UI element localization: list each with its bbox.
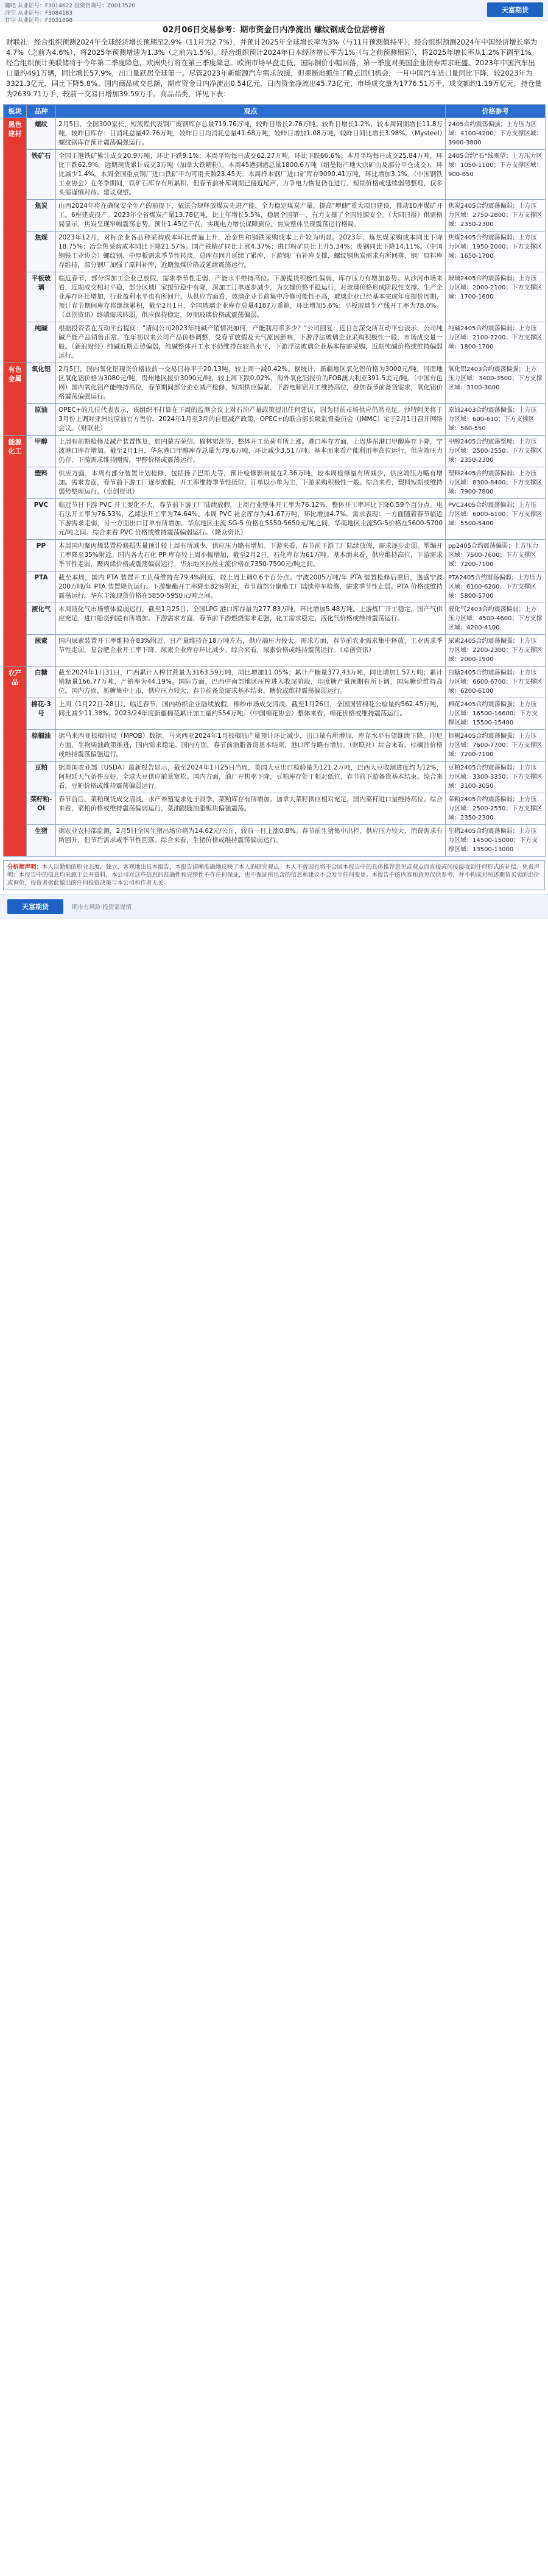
price-cell: PVC2405合约震荡偏弱；上方压力区域：6000-6100；下方支撑区域：5500-5400	[446, 499, 546, 540]
variety-cell: 焦炭	[27, 200, 56, 232]
analyst-line: 魔吧 从业证号：F3014622 投资咨询号：Z0013520	[5, 3, 136, 9]
price-cell: 豆粕2405合约震荡偏弱；上方压力区域：3300-3350；下方支撑区域：3100-3050	[446, 762, 546, 793]
variety-cell: PVC	[27, 499, 56, 540]
table-row	[4, 635, 546, 667]
price-cell: 菜粕2405合约震荡偏弱；上方压力区域：2500-2550；下方支撑区域：2350-2300	[446, 793, 546, 825]
table-row	[4, 762, 546, 793]
variety-cell: 铁矿石	[27, 150, 56, 200]
table-row	[4, 540, 546, 571]
table-row	[4, 467, 546, 499]
view-cell: 上周（1月22日-28日），临近春节，国内纺织企业陆续放假，棉纱市场成交清淡。截至1月26日，全国国营棉花公检量约562.45万吨，同比减少11.38%。2023/24年度新疆棉花累计加工量约554万吨。（中国棉花协会）整体来看，棉花价格或维持震荡运行。	[56, 698, 446, 730]
variety-cell: 纯碱	[27, 322, 56, 363]
table-row	[4, 571, 546, 603]
report-footer	[0, 894, 548, 919]
table-row	[4, 793, 546, 825]
summary-body: 财联社：经合组织预测2024年全球经济增长预期至2.9%（11月为2.7%），并预计2025年全球增长率为3%（与11月预测值持平）；经合组织预测2024年中国经济增长率为4.7%（之前为4.6%），将2025年预测增速为1.3%（之前为1.5%）。经合组织预计2024年日本经济增长率为1%（与之前预测相同），将2025年增长率从1.2%下调至1%。经合组织预计美联储将于今年第二季度降息，欧洲央行将在第三季度降息。欧洲市场早盘走低，国际铜价小幅回落，第一季度对美国企业债券需求旺盛。2023年中国汽车出口量约491万辆，同比增长57.9%，出口量跃居全球第一。尽管2023年新能源汽车需求放缓，但果断地抓住了晚点回归机会，一月中国汽车进口量同比下降，较2023年为3321.3亿元，同比下降5.8%。国内商品成交总额，期市资金日内净流出0.54亿元，日内资金净流出45.73亿元，市场成交量为1776.51万手，成交额约1.19万亿元，持仓量为2639.71万手，较前一交易日增加39.59万手。商品品类，详见下表：	[6, 38, 542, 98]
view-cell: 国内尿素装置开工率维持在83%附近，日产量维持在18万吨左右，供应端压力较大。需求方面，春节前农业需求集中释放，工业需求季节性走弱，复合肥企业开工率下降。尿素企业库存环比减少。综合来看，尿素价格或维持震荡运行。（卓创资讯）	[56, 635, 446, 667]
price-cell: pp2405合约震荡偏弱；上方压力区域：7500-7600；下方支撑区域：7200-7100	[446, 540, 546, 571]
page	[0, 0, 548, 919]
disclaimer-text: 本人以勤勉的职业态度，独立、客观地出具本报告，本报告清晰准确地反映了本人的研究观点。本人不曾因也将不会因本报告中的具体推荐意见或观点而直接或间接接收到任何形式的补偿。免责声明：本报告中的信息均来源于公开资料，本公司对这些信息的准确性和完整性不作任何保证，也不保证所包含的信息和建议不会发生任何变更。本报告中的内容和意见仅供参考，并不构成对所述期货买卖的出价或询价，投资者据此做出的任何投资决策与本公司和作者无关。	[7, 864, 540, 886]
view-cell: 截至本周，国内 PTA 装置开工负荷维持在79.4%附近，较上周上调0.6个百分点。宁波2005万吨/年 PTA 装置检修后重启，逸盛宁波200万吨/年 PTA 装置降负运行。下游聚酯开工率降至82%附近，春节前部分聚酯工厂陆续停车检修，需求季节性走弱。PTA 价格或维持震荡运行。华东主流现货价格在5850-5950元/吨之间。	[56, 571, 446, 603]
variety-cell: PTA	[27, 571, 56, 603]
price-cell: 液化气2403合约震荡偏弱；上方压力区域：4500-4600；下方支撑区域：4200-4100	[446, 603, 546, 635]
table-header-row	[4, 105, 546, 118]
footer-text: 期市有风险 投资需谨慎	[72, 904, 132, 911]
price-cell: 2405合约震荡偏强；上方压力区域：4100-4200；下方支撑区域：3900-3800	[446, 118, 546, 150]
price-cell: 尿素2405合约震荡偏强；上方压力区域：2200-2300；下方支撑区域：2000-1900	[446, 635, 546, 667]
table-row	[4, 499, 546, 540]
table-row	[4, 404, 546, 436]
header-sector: 板块	[4, 105, 27, 118]
sector-cell: 农产品	[4, 667, 27, 857]
variety-cell: 尿素	[27, 635, 56, 667]
view-cell: 临近节日下游 PVC 开工变化不大，春节前下游工厂陆续放假，上周行业整体开工率为76.12%，整体开工率环比下降0.59个百分点。电石法开工率为76.53%，乙烯法开工率为74.64%。本周 PVC 社会库存为41.67万吨，环比增加4.7%。需求表现：一方面随着春节临近下游需求走弱，另一方面出口订单有所增加。华东地区主流 SG-5 价格在5550-5650元/吨之间，华南地区主流SG-5价格在5600-5700元/吨之间。综合来看 PVC 价格或维持震荡偏弱运行。（隆众资讯）	[56, 499, 446, 540]
report-header	[0, 0, 548, 24]
view-cell: 本周国内聚丙烯装置检修损失量预计较上周有所减少，供应压力略有增加。下游来看，春节前下游工厂陆续放假，需求逐步走弱，塑编开工率降至35%附近。国内各大石化 PP 库存较上周小幅增加，截至2月2日，石化库存为61万吨。基本面来看，供应维持高位，下游需求季节性走弱，聚丙烯价格或震荡偏弱运行。华东地区拉丝主流价格在7350-7500元/吨之间。	[56, 540, 446, 571]
variety-cell: 棉花-3号	[27, 698, 56, 730]
price-cell: 甲醇2405合约震荡整理；上方压力区域：2500-2550；下方支撑区域：2350-2300	[446, 436, 546, 467]
sector-cell: 黑色建材	[4, 118, 27, 363]
view-cell: 山西2024年将在确保安全生产的前提下，依法合规释放煤炭先进产能，全力稳定煤炭产量，提高"增储"重大项目建设，推动10座煤矿开工。6座建成投产。2023年全省煤炭产量13.78亿吨，比上年增长5.5%，稳居全国第一，有力支撑了全国能源安全。（大同日报）供需格局显示，焦炭呈现窄幅震荡态势，预计1.45亿千瓦，实现电力增长保障到位，焦炭整体呈现震荡运行格局。	[56, 200, 446, 232]
variety-cell: 焦煤	[27, 232, 56, 272]
view-cell: 据美国农业部（USDA）最新报告显示，截至2024年1月25日当周，美国大豆出口检验量为121.2万吨，巴西大豆收割进度约为12%，阿根廷天气条件良好，全球大豆供应前景宽松。国内方面，油厂开机率下降，豆粕库存处于相对低位，春节前下游备货基本结束。综合来看，豆粕价格或维持震荡偏弱运行。	[56, 762, 446, 793]
sector-cell: 有色金属	[4, 363, 27, 436]
price-cell: 纯碱2405合约震荡偏弱；上方压力区域：2100-2200；下方支撑区域：1800-1700	[446, 322, 546, 363]
variety-cell: 氧化铝	[27, 363, 56, 404]
price-cell: 2405合约"石"线观望；上方压力区域：1050-1100；下方支撑区域：900-850	[446, 150, 546, 200]
disclaimer	[3, 860, 545, 890]
report-title: 02月06日交易参考：期市资金日内净流出 螺纹钢成仓位居榜首	[163, 26, 385, 35]
commodity-table	[3, 104, 546, 857]
market-summary	[0, 21, 548, 104]
view-cell: 上周有前期检修及减产装置恢复，如内蒙古荣信、榆林宛茨等，整体开工负荷有所上涨。港口库存方面，上周华东港口甲醇库存下降，宁波港口库存增加。截至2月1日，华东港口甲醇库存总量为79.6万吨，环比减少3.51万吨。基本面来看产能利用率高位运行，供应端压力仍存，下游需求维持刚需，甲醇价格或震荡运行。	[56, 436, 446, 467]
variety-cell: 平板玻璃	[27, 272, 56, 322]
price-cell: 白糖2405合约震荡偏弱；上方压力区域：6600-6700；下方支撑区域：6200-6100	[446, 667, 546, 698]
variety-cell: 螺纹	[27, 118, 56, 150]
variety-cell: 甲醇	[27, 436, 56, 467]
header-price: 价格参考	[446, 105, 546, 118]
table-row	[4, 698, 546, 730]
variety-cell: 生猪	[27, 825, 56, 857]
price-cell: 棕榈2405合约震荡偏强；上方压力区域：7600-7700；下方支撑区域：7200-7100	[446, 730, 546, 762]
view-cell: 2023年12月，对标企业各品种采购成本环比普遍上升，冶金焦和钢铁采购成本上升较为明显。2023年，炼焦煤采购成本同比下降18.75%；冶金焦采购成本同比下降21.57%。国产铁精矿同比上涨4.37%；进口粉矿同比上升5.34%；废钢同比下降14.11%。（中国钢铁工业协会）螺纹钢、中厚板需求季节性转淡，总库存回升延续了累库，下游钢厂有补库支撑，螺纹钢焦炭需求有所回落，钢厂原料库存维持，部分钢厂加强了原料补库，近期焦煤价格或延续震荡运行。	[56, 232, 446, 272]
view-cell: 本周液化气市场整体偏弱运行，截至1月25日，全国LPG 港口库存量为277.83万吨，环比增加5.48万吨。上游炼厂开工稳定，国产气供应充足，进口船货到港有所增加。下游需求方面，春节前下游燃烧需求走强，化工需求稳定，液化气价格或维持震荡运行。	[56, 603, 446, 635]
view-cell: 临近春节，部分深加工企业已放假，需求季节性走弱，产能水平维持高位。下游提货积极性偏弱，库存压力有增加态势。从沙河市场来看，近期成交相对平稳，部分区域厂家报价稳中有降，深加工订单逐步减少，为支撑价格平稳运行，对玻璃价格形成阶段性支撑。生产企业库存环比增加，行业盈利水平也有所回升。从供应方面看，玻璃企业节前集中冷修可能性不高，玻璃企业已经基本完成年度提价周期，预计春节期间库存将继续累积，截至2月1日，全国玻璃企业库存总量4187万重箱，环比增加5.6%；平板玻璃生产线开工率为78.0%。（卓创资讯）终端需求转弱，供应保持稳定，短期玻璃价格或震荡偏弱。	[56, 272, 446, 322]
price-cell: 塑料2405合约震荡偏弱；上方压力区域：8300-8400；下方支撑区域：7900-7800	[446, 467, 546, 499]
disclaimer-label: 分析师声明：	[7, 864, 43, 871]
company-logo: 天富期货	[487, 2, 543, 17]
variety-cell: PP	[27, 540, 56, 571]
table-row	[4, 118, 546, 150]
table-row	[4, 363, 546, 404]
price-cell: 原油2403合约震荡偏强；上方压力区域：600-610；下方支撑区域：560-550	[446, 404, 546, 436]
header-variety: 品种	[27, 105, 56, 118]
table-row	[4, 322, 546, 363]
view-cell: 根据投资者在互动平台提问："请问公司2023年纯碱产销情况如何，产能利用率多少？"公司回复：近日在深交所互动平台表示，公司纯碱产能产品销售正常。在年初以来公司产品价格调整，受春节放假及天气原因影响，下游浮法玻璃企业采购积极性一般，市场成交量一般。（新浪财经）纯碱近期走势偏弱，纯碱整体开工水平仍维持在较高水平，下游浮法玻璃企业基本按需采购，近期纯碱价格或维持偏弱运行。	[56, 322, 446, 363]
footer-logo: 天富期货	[7, 899, 63, 914]
table-row	[4, 825, 546, 857]
view-cell: 供应方面，本周有部分装置计划检修，包括扬子巴斯夫等，预计检修影响量在2.36万吨，较本周检修量有所减少，供应端压力略有增加。需求方面，春节前下游工厂逐步放假，开工率维持季节性低位，订单以小单为主，下游采购积极性一般。综合来看，塑料短期或维持弱势整理运行。（卓创资讯）	[56, 467, 446, 499]
variety-cell: 原油	[27, 404, 56, 436]
price-cell: PTA2405合约震荡偏弱；上方压力区域：6100-6200；下方支撑区域：5800-5700	[446, 571, 546, 603]
header-view: 观点	[56, 105, 446, 118]
price-cell: 氧化铝2403合约震荡偏强；上方压力区域：3400-3500；下方支撑区域：3100-3000	[446, 363, 546, 404]
analyst-line: 甘宇 从业证号：F3031898	[5, 18, 73, 24]
view-cell: OPEC+的几位代表表示，该组织不打算在下周的监测会议上对石油产量政策提出任何建议，因为目前市场供应仍然充足。沙特阿美将于3月份上调对亚洲的原油官方售价。2024年1月至3月的自愿减产政策，OPEC+的联合部长级监督委员会（JMMC）定于2月1日召开网络会议。（财联社）	[56, 404, 446, 436]
view-cell: 2月5日，国内氧化铝现货价格较前一交易日持平于20.13吨，较上周一减0.42%。据统计，新疆地区氧化铝价格为3000元/吨，河南地区氧化铝价格为3080元/吨，贵州地区报价3090元/吨，较上周下跌0.02%，海外氧化铝报价为FOB澳大利亚391.5美元/吨。（中国有色网）国内氧化铝产能维持高位，春节期间部分企业减产检修，短期供应偏紧，下游电解铝开工维持高位，叠加春节前备货需求，氧化铝价格震荡偏强运行。	[56, 363, 446, 404]
table-row	[4, 200, 546, 232]
variety-cell: 棕榈油	[27, 730, 56, 762]
table-row	[4, 150, 546, 200]
price-cell: 生猪2405合约震荡偏弱；上方压力区域：14500-15000；下方支撑区域：13500-13000	[446, 825, 546, 857]
price-cell: 玻璃2405合约震荡偏弱；上方压力区域：2000-2100；下方支撑区域：1700-1600	[446, 272, 546, 322]
table-row	[4, 232, 546, 272]
table-row	[4, 436, 546, 467]
table-row	[4, 272, 546, 322]
view-cell: 据农业农村部监测，2月5日全国生猪出场价格为14.62元/公斤，较前一日上涨0.8%。春节前生猪集中出栏，供应压力较大，消费需求有所回升，但节后需求或季节性回落。综合来看，生猪价格或维持震荡偏弱运行。	[56, 825, 446, 857]
view-cell: 春节前后，菜粕现货成交清淡，水产养殖需求处于淡季，菜粕库存有所增加。加拿大菜籽供应相对充足，国内菜籽进口量维持高位。综合来看，菜粕价格或维持震荡偏弱运行，菜油跟随油脂板块偏强震荡。	[56, 793, 446, 825]
variety-cell: 塑料	[27, 467, 56, 499]
view-cell: 2月5日，全国300家长、短流程代表钢厂废钢库存总量719.76万吨，较昨日增长2.76万吨。较昨日增长1.2%，较本周同期增长11.8万吨，较昨日库存：日消耗总量42.76万吨，较昨日日均消耗总量41.68万吨，较昨日增加1.08万吨，较昨日同比增长3.98%。（Mysteel）螺纹钢库存预计震荡偏强运行。	[56, 118, 446, 150]
table-body	[4, 118, 546, 857]
variety-cell: 白糖	[27, 667, 56, 698]
analyst-info	[5, 2, 135, 24]
view-cell: 据马来西亚棕榈油局（MPOB）数据，马来西亚2024年1月棕榈油产量预计环比减少，出口量有所增加，库存水平有望继续下降。印尼方面，生物柴油政策推进，国内需求稳定。国内方面，春节前油脂备货基本结束，港口库存略有增加。（财联社）综合来看，棕榈油价格或维持震荡偏强运行。	[56, 730, 446, 762]
table-row	[4, 730, 546, 762]
price-cell: 棉花2405合约震荡偏强；上方压力区域：16500-16600；下方支撑区域：15500-15400	[446, 698, 546, 730]
variety-cell: 菜籽粕-OI	[27, 793, 56, 825]
table-row	[4, 603, 546, 635]
sector-cell: 能源化工	[4, 436, 27, 667]
variety-cell: 豆粕	[27, 762, 56, 793]
price-cell: 焦炭2405合约震荡偏弱；上方压力区域：2750-2800；下方支撑区域：2350-2300	[446, 200, 546, 232]
view-cell: 全国主港铁矿累计成交20.9万吨，环比下跌9.1%；本周平均每日成交62.27万吨，环比下跌66.6%；本月平均每日成交25.84万吨，环比下跌62.9%。远期现货累计成交3万吨（加拿大铁精粉）。本周45港到港总量1800.6万吨（纽曼粉产地大宗矿山及部分平仓成交），环比减少1.4%。本周全国重点钢厂进口铁矿平均可用天数23.45天。本周样本钢厂进口矿库存9090.41万吨，环比增加3.1%。（中国钢铁工业协会）在冬季期间，铁矿石库存有所累积，但春节前补库周期已接近尾声，力争电力恢复仍在进行，短期价格或延续弱势整理，仅多头需谨慎对待。建议观望。	[56, 150, 446, 200]
analyst-line: 汪宇 从业证号：F3084183	[5, 10, 73, 16]
variety-cell: 液化气	[27, 603, 56, 635]
view-cell: 截至2024年1月31日，广西累计入榨甘蔗量为3163.59万吨，同比增加11.05%；累计产糖量377.43万吨，同比增加1.57万吨；累计销糖量166.77万吨，产销率为44.19%。国际方面，巴西中南部地区压榨进入收尾阶段，印度糖产量预期有所下调，国际糖价维持高位。国内方面，新糖集中上市，供应压力较大，春节前备货需求基本结束，糖价或维持震荡偏弱运行。	[56, 667, 446, 698]
price-cell: 焦煤2405合约震荡偏弱；上方压力区域：1950-2000；下方支撑区域：1650-1700	[446, 232, 546, 272]
table-row	[4, 667, 546, 698]
